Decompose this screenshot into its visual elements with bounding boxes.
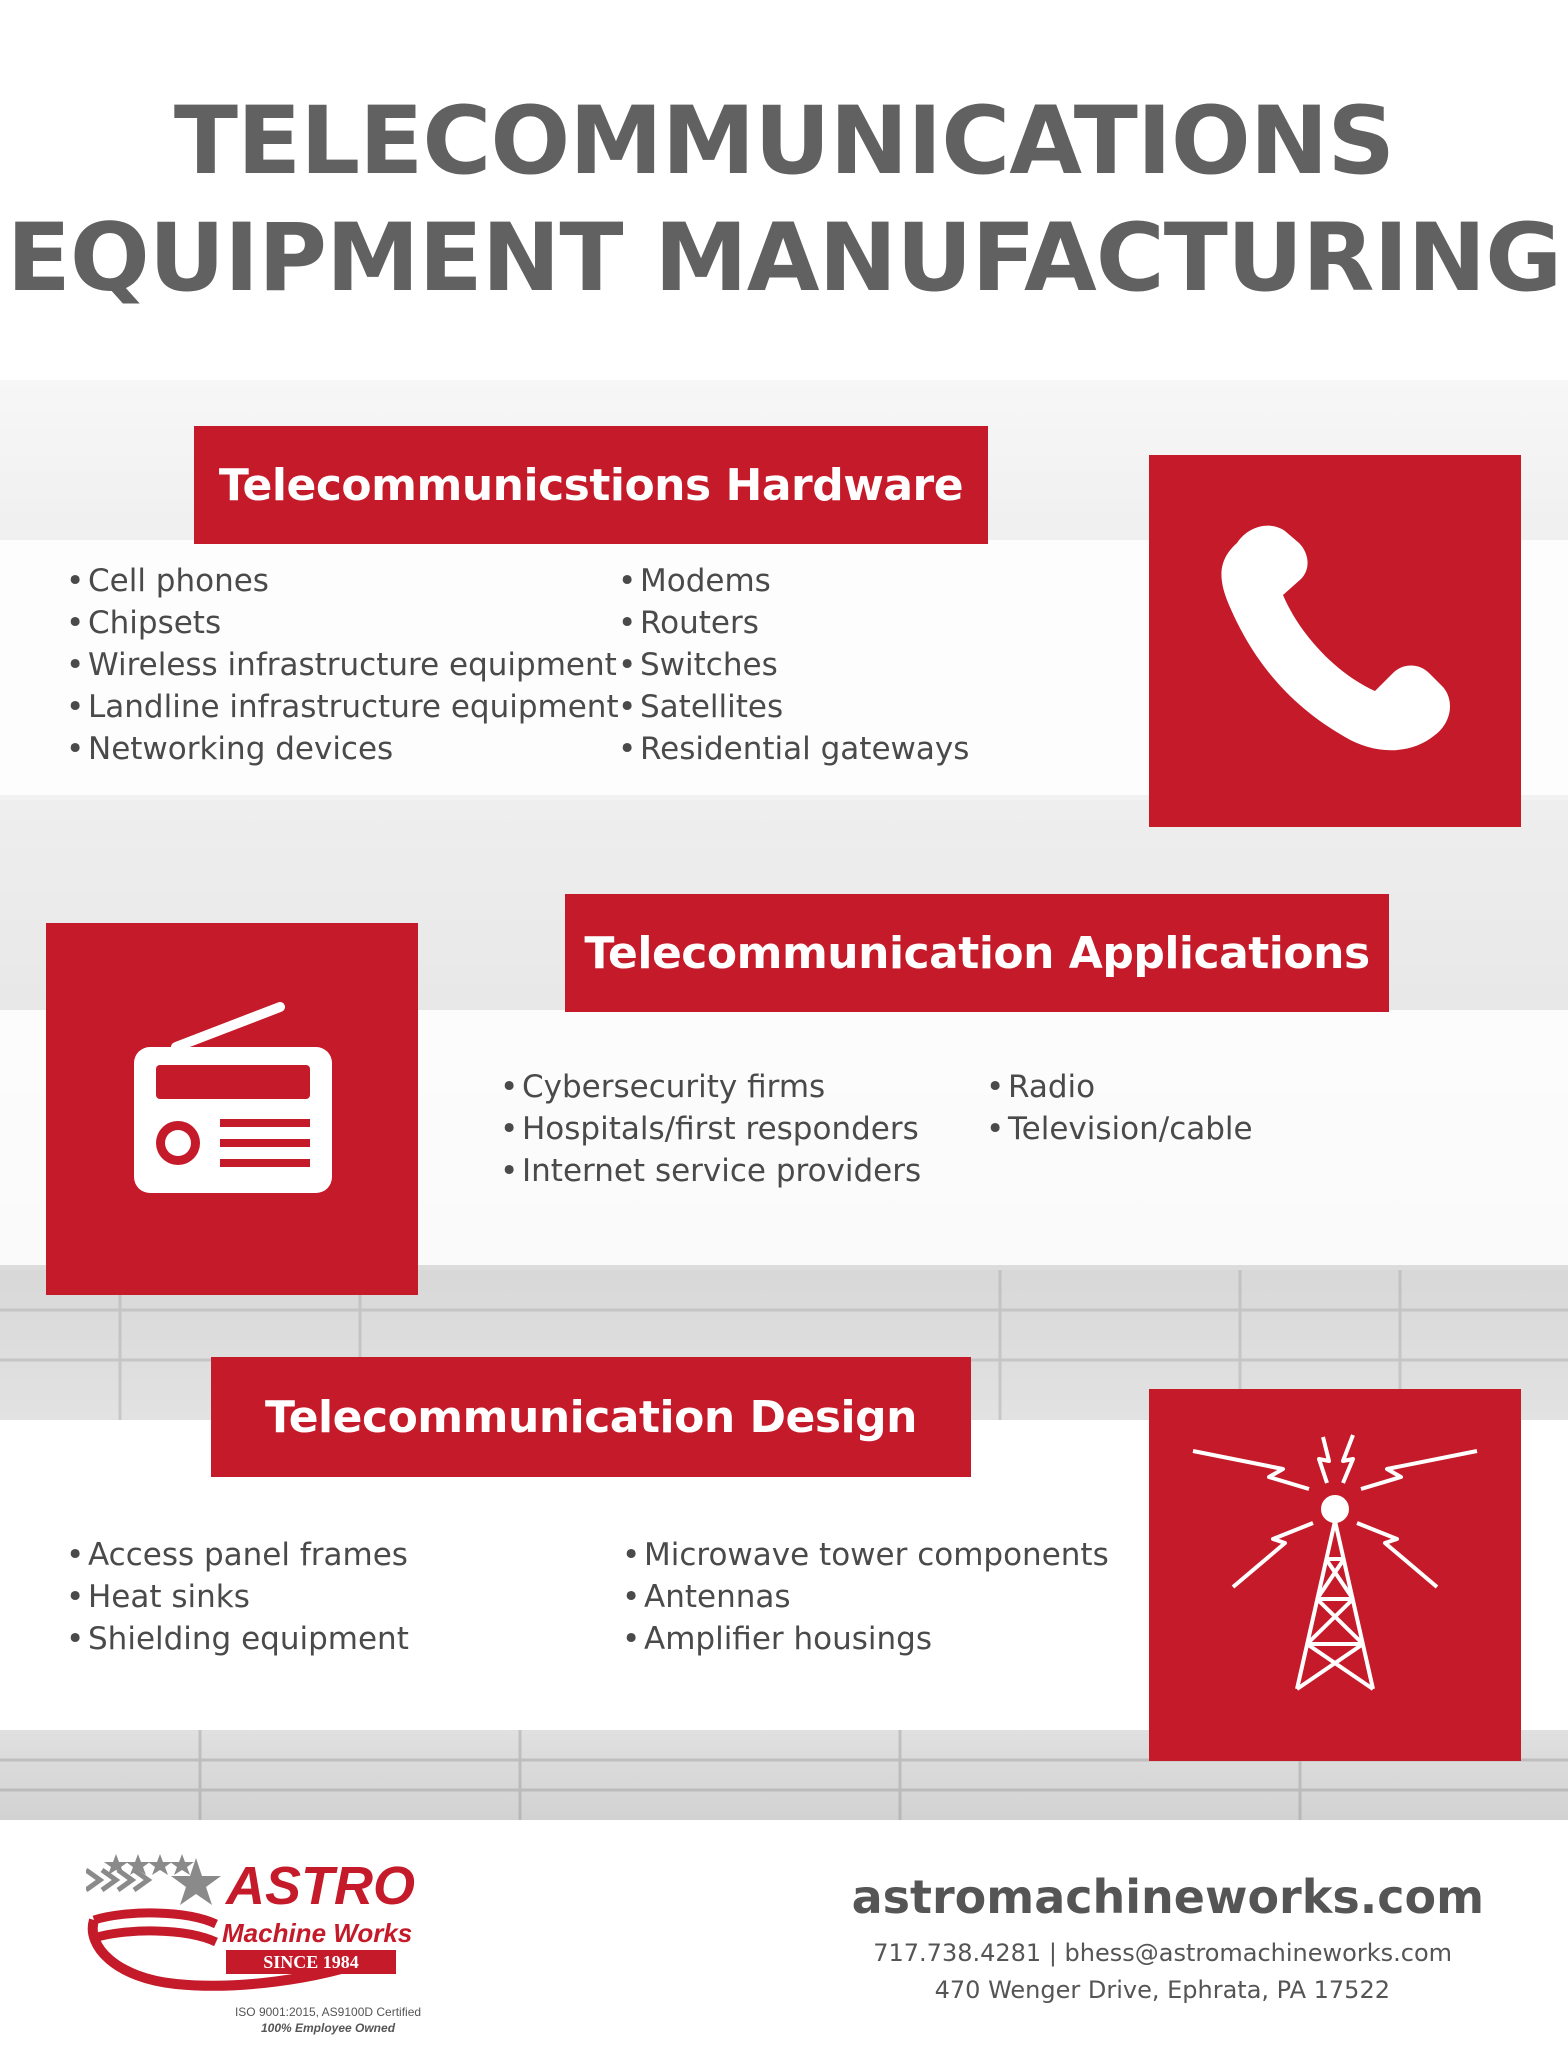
- list-item: • Wireless infrastructure equipment: [66, 644, 619, 686]
- list-item: • Routers: [618, 602, 969, 644]
- list-item: • Networking devices: [66, 728, 619, 770]
- list-item: • Residential gateways: [618, 728, 969, 770]
- list-item: • Satellites: [618, 686, 969, 728]
- astro-machine-works-logo: [86, 1850, 446, 2000]
- logo-subtitle: Machine Works: [222, 1918, 413, 1948]
- design-list-right: [622, 1534, 1109, 1660]
- list-item: • Chipsets: [66, 602, 619, 644]
- radio-icon: [46, 923, 418, 1295]
- radio-tower-icon: [1149, 1389, 1521, 1761]
- certification-text: ISO 9001:2015, AS9100D Certified: [234, 2005, 422, 2019]
- hardware-list-right: [618, 560, 969, 770]
- list-item: • Landline infrastructure equipment: [66, 686, 619, 728]
- hardware-list-left: [66, 560, 619, 770]
- list-item: • Switches: [618, 644, 969, 686]
- logo-since: SINCE 1984: [263, 1952, 359, 1972]
- page-title-line-2: EQUIPMENT MANUFACTURING: [6, 204, 1562, 313]
- phone-icon: [1149, 455, 1521, 827]
- list-item: • Radio: [986, 1066, 1253, 1108]
- list-item: • Antennas: [622, 1576, 1109, 1618]
- employee-owned-text: 100% Employee Owned: [260, 2021, 396, 2035]
- list-item: • Cell phones: [66, 560, 619, 602]
- design-list-left: [66, 1534, 409, 1660]
- website-url: astromachineworks.com: [851, 1870, 1484, 1924]
- contact-info: 717.738.4281 | bhess@astromachineworks.com: [873, 1939, 1452, 1967]
- list-item: • Television/cable: [986, 1108, 1253, 1150]
- applications-list-right: [986, 1066, 1253, 1150]
- list-item: • Cybersecurity firms: [500, 1066, 921, 1108]
- page-title-line-1: TELECOMMUNICATIONS: [173, 87, 1395, 196]
- section-heading-applications: Telecommunication Applications: [565, 894, 1389, 1012]
- logo-wordmark: ASTRO: [226, 1856, 415, 1916]
- list-item: • Shielding equipment: [66, 1618, 409, 1660]
- list-item: • Amplifier housings: [622, 1618, 1109, 1660]
- list-item: • Heat sinks: [66, 1576, 409, 1618]
- list-item: • Hospitals/first responders: [500, 1108, 921, 1150]
- list-item: • Microwave tower components: [622, 1534, 1109, 1576]
- address: 470 Wenger Drive, Ephrata, PA 17522: [934, 1976, 1390, 2004]
- section-heading-design: Telecommunication Design: [211, 1357, 971, 1477]
- section-heading-hardware: Telecommunicstions Hardware: [194, 426, 988, 544]
- list-item: • Modems: [618, 560, 969, 602]
- list-item: • Internet service providers: [500, 1150, 921, 1192]
- list-item: • Access panel frames: [66, 1534, 409, 1576]
- applications-list-left: [500, 1066, 921, 1192]
